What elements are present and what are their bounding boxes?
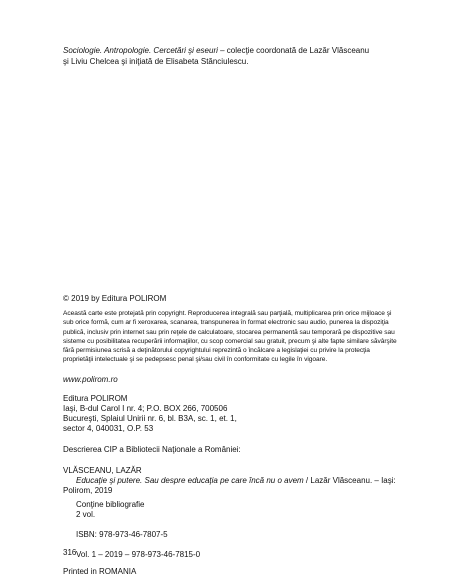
- cip-title: [63, 476, 399, 486]
- publisher-name: Editura POLIROM: [63, 394, 128, 403]
- series-coordinators: – colecţie coordonată de Lazăr Vlăsceanu: [217, 46, 370, 55]
- cip-imprint: Polirom, 2019: [63, 486, 113, 495]
- cip-volumes: 2 vol.: [76, 510, 96, 519]
- copyright-line: © 2019 by Editura POLIROM: [63, 294, 167, 303]
- printed-in: Printed in ROMANIA: [63, 567, 137, 576]
- cip-note: Conţine bibliografie: [76, 500, 145, 509]
- classification-number: 316: [63, 548, 77, 557]
- cip-title-italic: Educaţie şi putere. Sau despre educaţia pe care încă nu o avem: [76, 476, 304, 485]
- publisher-address-sector: sector 4, 040031, O.P. 53: [63, 424, 154, 433]
- cip-title-rest: / Lazăr Vlăsceanu. – Iaşi:: [303, 476, 396, 485]
- legal-notice: Această carte este protejată prin copyright. Reproducerea integrală sau parţială, multiplicarea prin orice mijloace şi sub orice formă, cum ar fi xeroxarea, scanarea, transpunerea în format electronic sau audio, punerea la dispoziţia publică, inclusiv prin internet sau prin reţele de calculatoare, stocarea permanentă sau temporară pe dispozitive sau sisteme cu posibilitatea recuperării informaţiilor, cu scop comercial sau gratuit, precum şi alte fapte similare săvârşite fără permisiunea scrisă a deţinătorului copyrightului reprezintă o încălcare a legislaţiei cu privire la protecţia proprietăţii intelectuale şi se pedepsesc penal şi/sau civil în conformitate cu legile în vigoare.: [63, 310, 397, 364]
- cip-vol1: Vol. 1 – 2019 – 978-973-46-7815-0: [76, 550, 201, 559]
- cip-heading: Descrierea CIP a Bibliotecii Naţionale a României:: [63, 445, 241, 454]
- publisher-block: [63, 394, 399, 434]
- series-coordinators-line2: şi Liviu Chelcea şi iniţiată de Elisabeta Stănciulescu.: [63, 57, 249, 66]
- cip-author: VLĂSCEANU, LAZĂR: [63, 466, 142, 475]
- publisher-address-iasi: Iaşi, B-dul Carol I nr. 4; P.O. BOX 266, 700506: [63, 404, 228, 413]
- cip-isbn: ISBN: 978-973-46-7807-5: [76, 530, 168, 539]
- series-title: Sociologie. Antropologie. Cercetări şi eseuri: [63, 46, 218, 55]
- publisher-address-bucuresti: Bucureşti, Splaiul Unirii nr. 6, bl. B3A, sc. 1, et. 1,: [63, 414, 237, 423]
- publisher-website: www.polirom.ro: [63, 375, 118, 384]
- series-note: [63, 45, 399, 67]
- cip-entry: [63, 466, 399, 560]
